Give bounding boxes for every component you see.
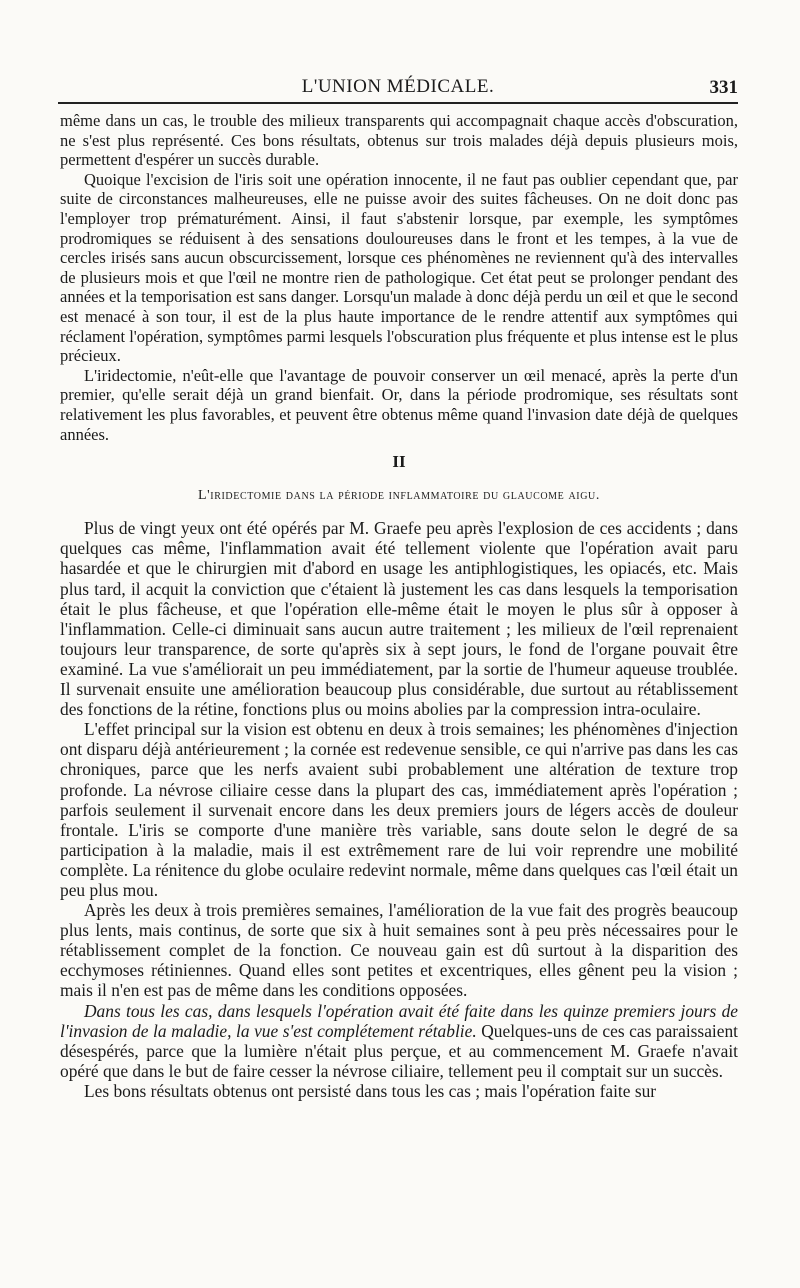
page-number: 331 — [709, 77, 738, 98]
paragraph: L'effet principal sur la vision est obtenu en deux à trois semaines; les phénomènes d'injection ont disparu déjà antérieurement ; la cornée est redevenue sensible, ce qui n'arrive pas dans les cas chroniques, parce que les nerfs avaient subi probablement une altération de texture trop profonde. La névrose ciliaire cesse dans la plupart des cas, immédiatement après l'opération ; parfois seulement il survenait encore dans les deux premiers jours de légers accès de douleur frontale. L'iris se comporte d'une manière très variable, sans doute selon le degré de sa participation à la maladie, mais il est extrêmement rare de lui voir reprendre une mobilité complète. La rénitence du globe oculaire redevint normale, même dans quelques cas l'œil était un peu plus mou. — [60, 719, 738, 900]
section-heading: L'iridectomie dans la période inflammatoire du glaucome aigu. — [198, 487, 600, 503]
paragraph — [60, 1001, 738, 1081]
paragraph: Quoique l'excision de l'iris soit une opération innocente, il ne faut pas oublier cependant que, par suite de circonstances malheureuses, elle ne puisse avoir des suites fâcheuses. On ne doit donc pas l'employer trop prématurément. Ainsi, il faut s'abstenir lorsque, par exemple, les symptômes prodromiques se réduisent à des sensations douloureuses dans le front et les tempes, à la vue de cercles irisés sans aucun obscurcissement, lorsque ces phénomènes ne reviennent qu'à des intervalles de plusieurs mois et que l'œil ne montre rien de pathologique. Cet état peut se prolonger pendant des années et la temporisation est sans danger. Lorsqu'un malade à donc déjà perdu un œil et que le second est menacé à son tour, il est de la plus haute importance de le rendre attentif aux symptômes qui réclament l'opération, symptômes parmi lesquels l'obscuration plus fréquente et plus intense est le plus précieux. — [60, 169, 738, 366]
section-body — [60, 518, 738, 1101]
running-title: L'UNION MÉDICALE. — [301, 76, 495, 97]
page-body — [60, 111, 738, 1101]
paragraph: Plus de vingt yeux ont été opérés par M. Graefe peu après l'explosion de ces accidents ; dans quelques cas même, l'inflammation avait été tellement violente que l'opération avait paru hasardée et que le chirurgien mit d'abord en usage les antiphlogistiques, les opiacés, etc. Mais plus tard, il acquit la conviction que c'étaient là justement les cas dans lesquels la temporisation était le plus fâcheuse, et que l'opération elle-même était le moyen le plus sûr à opposer à l'inflammation. Celle-ci diminuait sans aucun autre traitement ; les milieux de l'œil reprenaient toujours leur transparence, de sorte qu'après six à sept jours, le fond de l'organe pouvait être examiné. La vue s'améliorait un peu immédiatement, par la sortie de l'humeur aqueuse troublée. Il survenait ensuite une amélioration beaucoup plus considérable, due surtout au rétablissement des fonctions de la rétine, fonctions plus ou moins abolies par la compression intra-oculaire. — [60, 518, 738, 720]
paragraph: Après les deux à trois premières semaines, l'amélioration de la vue fait des progrès beaucoup plus lents, mais continus, de sorte que six à huit semaines sont à peu près nécessaires pour le rétablissement complet de la fonction. Ce nouveau gain est dû surtout à la disparition des ecchymoses rétiniennes. Quand elles sont petites et excentriques, elles gênent peu la vision ; mais il n'en est pas de même dans les conditions opposées. — [60, 900, 738, 1001]
paragraph: même dans un cas, le trouble des milieux transparents qui accompagnait chaque accès d'obscuration, ne s'est plus représenté. Ces bons résultats, obtenus sur trois malades déjà depuis plusieurs mois, permettent d'espérer un succès durable. — [60, 111, 738, 170]
italic-emphasis: Dans tous les cas, dans lesquels l'opération avait été faite dans les quinze premiers jours de l'invasion de la maladie, la vue s'est complétement rétablie. — [60, 1000, 738, 1041]
page-header — [58, 68, 738, 104]
paragraph: L'iridectomie, n'eût-elle que l'avantage de pouvoir conserver un œil menacé, après la perte d'un premier, qu'elle serait déjà un grand bienfait. Or, dans la période prodromique, ses résultats sont relativement les plus favorables, et peuvent être obtenus même quand l'invasion date déjà de quelques années. — [60, 365, 738, 444]
section-number: II — [392, 452, 406, 472]
paragraph-continuation: Quelques-uns de ces cas paraissaient désespérés, parce que la lumière n'était plus perçue, et au commencement M. Graefe n'avait opéré que dans le but de faire cesser la névrose ciliaire, tellement peu il comptait sur un succès. — [60, 1020, 738, 1081]
paragraph: Les bons résultats obtenus ont persisté dans tous les cas ; mais l'opération faite sur — [84, 1080, 657, 1101]
